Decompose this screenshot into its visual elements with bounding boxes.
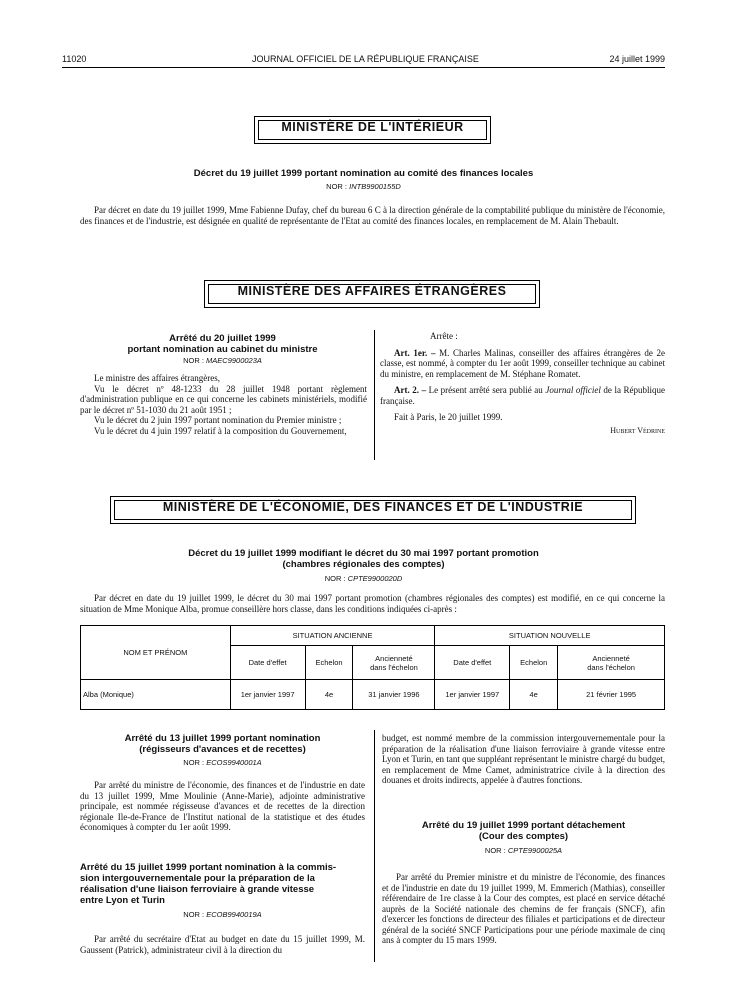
ministry-interieur-box [254,116,491,144]
arrete-commission-nor: NOR : ECOB9940019A [183,910,262,919]
decret-comite-body: Par décret en date du 19 juillet 1999, Mme Fabienne Dufay, chef du bureau 6 C à la direction générale de la comptabilité publique du ministère de l'économie, des finances et de l'industrie, est désignée en qualité de représentante de l'Etat au comité des finances locales, en remplacement de M. Alain Thebault. [80,205,665,226]
decret-promotion-body-box: Par décret en date du 19 juillet 1999, le décret du 30 mai 1997 portant promotion (chambres régionales des comptes) est modifié, en ce qui concerne la situation de Mme Monique Alba, promue conseillère hors classe, dans les conditions indiquées ci-après : [80,593,665,614]
decret-promotion-nor: NOR : CPTE9900020D [324,574,403,583]
promotion-table: NOM ET PRÉNOM SITUATION ANCIENNE SITUATION NOUVELLE Date d'effet Echelon Ancienneté dans l'échelon Date d'effet Echelon Ancienneté dans l'échelon Alba (Monique) 1er janvier 1997 4e 31 janvier 1996 1er janvier 1997 4e 21 février 1995 [80,625,665,710]
column-divider [374,330,375,460]
arrete-regisseurs-nor: NOR : ECOS9940001A [183,758,262,767]
decret-promotion-title: Décret du 19 juillet 1999 modifiant le décret du 30 mai 1997 portant promotion (chambres régionales des comptes) [188,548,539,570]
decret-comite-body-box [80,205,665,226]
arrete-detachement-title: Arrêté du 19 juillet 1999 portant détachement (Cour des comptes) [421,820,626,842]
group-situation-nouvelle: SITUATION NOUVELLE [435,626,665,646]
page-number: 11020 [62,54,87,64]
header-rule [62,67,665,68]
decret-comite-title: Décret du 19 juillet 1999 portant nomination au comité des finances locales [193,168,534,179]
column-divider-lower [374,730,375,962]
col-nom-prenom: NOM ET PRÉNOM [81,626,231,680]
ministry-etrangeres-box [204,280,540,308]
arrete-cabinet-nor: NOR : MAEC9900023A [183,356,262,365]
signature: Hubert Védrine [610,425,665,435]
ministry-interieur-title: MINISTÈRE DE L'INTÉRIEUR [281,120,464,134]
arrete-cabinet-visas: Le ministre des affaires étrangères, Vu le décret nº 48-1233 du 28 juillet 1948 portant règlement d'administration publique en ce qui concerne les cabinets ministériels, modifié par le décret nº 51-1030 du 21 août 1951 ; Vu le décret du 2 juin 1997 portant nomination du Premier ministre ; Vu le décret du 4 juin 1997 relatif à la composition du Gouvernement, [80,373,367,436]
arrete-commission-body-right: budget, est nommé membre de la commission intergouvernementale pour la préparation de la réalisation d'une liaison ferroviaire à grande vitesse entre Lyon et Turin, en tant que suppléant représentant le ministre chargé du budget, en remplacement de Mme Camet, administratrice civile à la direction des douanes et droits indirects, appelée à d'autres fonctions. [382,733,665,785]
arrete-detachement-body-box: Par arrêté du Premier ministre et du ministre de l'économie, des finances et de l'industrie en date du 19 juillet 1999, M. Emmerich (Mathias), conseiller référendaire de 1re classe à la Cour des comptes, est placé en service détaché auprès de la Société nationale des chemins de fer français (SNCF), afin d'exercer les fonctions de directeur des filiales et participations et de directeur général de la société SNCF Participations pour une période maximale de cinq ans à compter du 15 mars 1999. [382,872,665,945]
ministry-economie-title: MINISTÈRE DE L'ÉCONOMIE, DES FINANCES ET DE L'INDUSTRIE [162,500,584,514]
journal-title: JOURNAL OFFICIEL DE LA RÉPUBLIQUE FRANÇAISE [252,54,479,64]
arrete-commission-title: Arrêté du 15 juillet 1999 portant nomination à la commis- sion intergouvernementale pour la préparation de la réalisation d'une liaison ferroviaire à grande vitesse entre Lyon et Turin [80,862,337,906]
ministry-etrangeres-title: MINISTÈRE DES AFFAIRES ÉTRANGÈRES [237,284,507,298]
issue-date: 24 juillet 1999 [609,54,665,64]
arrete-commission-body-left: Par arrêté du secrétaire d'Etat au budget en date du 15 juillet 1999, M. Gaussent (Patrick), administrateur civil à la direction du [80,934,365,955]
decret-comite-nor: NOR : INTB9900155D [326,182,401,191]
arrete-cabinet-articles: Arrête : Art. 1er. – M. Charles Malinas, conseiller des affaires étrangères de 2e classe, est nommé, à compter du 1er août 1999, conseiller technique au cabinet du ministre, en remplacement de M. Stéphane Romatet. Art. 2. – Le présent arrêté sera publié au Journal officiel de la République française. Fait à Paris, le 20 juillet 1999. Hubert Védrine [380,331,666,435]
ministry-economie-box [110,496,636,524]
group-situation-ancienne: SITUATION ANCIENNE [230,626,435,646]
arrete-regisseurs-body-box: Par arrêté du ministre de l'économie, des finances et de l'industrie en date du 13 juillet 1999, Mme Moulinie (Anne-Marie), adjointe administrative principale, est nommée régisseuse d'avances et de recettes de la direction régionale Ile-de-France de l'Institut national de la statistique et des études économiques à compter du 1er août 1999. [80,780,365,832]
arrete-regisseurs-title: Arrêté du 13 juillet 1999 portant nomination (régisseurs d'avances et de recettes) [124,733,321,755]
arrete-cabinet-title: Arrêté du 20 juillet 1999 portant nomination au cabinet du ministre [127,333,318,355]
table-row: Alba (Monique) 1er janvier 1997 4e 31 janvier 1996 1er janvier 1997 4e 21 février 1995 [81,680,665,710]
arrete-detachement-nor: NOR : CPTE9900025A [484,846,563,855]
